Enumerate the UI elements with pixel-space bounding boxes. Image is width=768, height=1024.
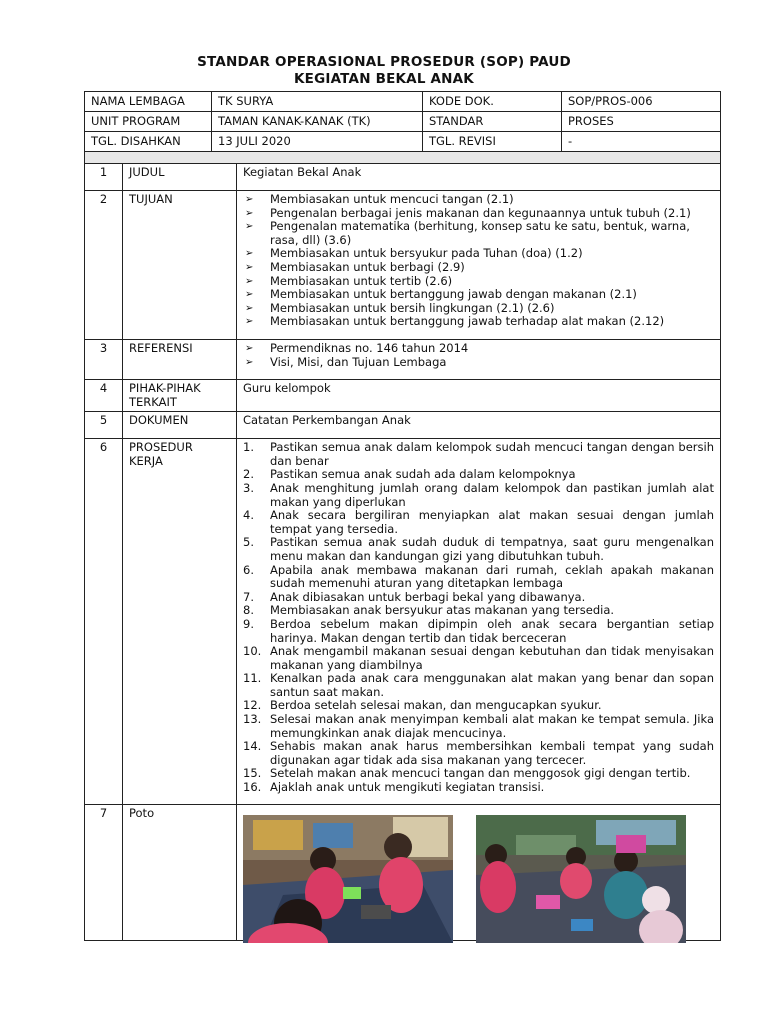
step-number: 12.	[243, 698, 262, 713]
row-dokumen	[85, 412, 721, 439]
step-number: 15.	[243, 766, 262, 781]
header-table	[84, 91, 721, 152]
prosedur-step	[243, 468, 714, 482]
row-label: TUJUAN	[123, 191, 237, 340]
row-referensi	[85, 340, 721, 380]
tujuan-item: ➢ Pengenalan berbagai jenis makanan dan kegunaannya untuk tubuh (2.1)	[243, 207, 714, 221]
step-number: 9.	[243, 616, 254, 631]
referensi-list	[243, 342, 714, 369]
row-number: 2	[85, 191, 123, 340]
prosedur-step	[243, 441, 714, 468]
nama-lembaga-value: TK SURYA	[212, 92, 423, 112]
step-text: Anak dibiasakan untuk berbagi bekal yang dibawanya.	[270, 589, 586, 604]
step-number: 8.	[243, 603, 254, 618]
standar-value: PROSES	[562, 112, 721, 132]
tujuan-item: ➢ Membiasakan untuk tertib (2.6)	[243, 275, 714, 289]
row-label: Poto	[123, 805, 237, 941]
step-text: Membiasakan anak bersyukur atas makanan yang tersedia.	[270, 603, 615, 618]
step-number: 4.	[243, 508, 254, 523]
step-text: Setelah makan anak mencuci tangan dan menggosok gigi dengan tertib.	[270, 766, 691, 781]
step-number: 10.	[243, 644, 262, 659]
row-pihak-terkait	[85, 380, 721, 412]
tujuan-item: ➢ Membiasakan untuk bertanggung jawab dengan makanan (2.1)	[243, 288, 714, 302]
step-text: Pastikan semua anak sudah duduk di tempatnya, saat guru mengenalkan menu makan dan kandungan gizi yang dibutuhkan tubuh.	[270, 535, 714, 563]
row-tujuan	[85, 191, 721, 340]
prosedur-step	[243, 536, 714, 563]
standar-label: STANDAR	[423, 112, 562, 132]
referensi-item: ➢ Permendiknas no. 146 tahun 2014	[243, 342, 714, 356]
spacer-row	[85, 152, 721, 164]
row-number: 3	[85, 340, 123, 380]
tujuan-item: ➢ Membiasakan untuk bersyukur pada Tuhan (doa) (1.2)	[243, 247, 714, 261]
prosedur-step	[243, 604, 714, 618]
header-row-2	[85, 112, 721, 132]
judul-value: Kegiatan Bekal Anak	[237, 164, 721, 191]
step-text: Anak secara bergiliran menyiapkan alat makan sesuai dengan jumlah tempat yang tersedia.	[270, 508, 714, 536]
pihak-value: Guru kelompok	[237, 380, 721, 412]
step-number: 16.	[243, 780, 262, 795]
prosedur-step	[243, 591, 714, 605]
header-row-3	[85, 132, 721, 152]
nama-lembaga-label: NAMA LEMBAGA	[85, 92, 212, 112]
row-label: PROSEDUR KERJA	[123, 439, 237, 805]
row-number: 7	[85, 805, 123, 941]
step-text: Sehabis makan anak harus membersihkan kembali tempat yang sudah digunakan agar tidak ada sisa makanan yang tercecer.	[270, 739, 714, 767]
tujuan-list	[243, 193, 714, 329]
prosedur-step	[243, 781, 714, 795]
row-label: JUDUL	[123, 164, 237, 191]
document-title: STANDAR OPERASIONAL PROSEDUR (SOP) PAUD	[197, 54, 571, 70]
row-label: REFERENSI	[123, 340, 237, 380]
prosedur-step	[243, 767, 714, 781]
step-text: Anak menghitung jumlah orang dalam kelompok dan pastikan jumlah alat makan yang diperlukan	[270, 480, 714, 509]
prosedur-step	[243, 564, 714, 591]
unit-program-value: TAMAN KANAK-KANAK (TK)	[212, 112, 423, 132]
step-text: Kenalkan pada anak cara menggunakan alat makan yang benar dan sopan santun saat makan.	[270, 671, 714, 699]
step-text: Pastikan semua anak dalam kelompok sudah mencuci tangan dengan bersih dan benar	[270, 440, 714, 468]
prosedur-list	[243, 441, 714, 794]
photo-children-eating-1	[243, 815, 453, 943]
prosedur-step	[243, 740, 714, 767]
tujuan-item: ➢ Membiasakan untuk bersih lingkungan (2.1) (2.6)	[243, 302, 714, 316]
tgl-disahkan-label: TGL. DISAHKAN	[85, 132, 212, 152]
step-number: 13.	[243, 712, 262, 727]
tujuan-item: ➢ Membiasakan untuk berbagi (2.9)	[243, 261, 714, 275]
row-number: 1	[85, 164, 123, 191]
step-number: 14.	[243, 739, 262, 754]
step-number: 3.	[243, 480, 254, 495]
step-text: Selesai makan anak menyimpan kembali alat makan ke tempat semula. Jika memungkinkan anak diajak mencucinya.	[270, 712, 714, 740]
tujuan-item: ➢ Membiasakan untuk mencuci tangan (2.1)	[243, 193, 714, 207]
photo-area	[243, 807, 714, 935]
prosedur-step	[243, 618, 714, 645]
step-text: Ajaklah anak untuk mengikuti kegiatan transisi.	[270, 780, 545, 795]
row-number: 6	[85, 439, 123, 805]
dokumen-value: Catatan Perkembangan Anak	[237, 412, 721, 439]
row-poto	[85, 805, 721, 941]
document-subtitle: KEGIATAN BEKAL ANAK	[294, 71, 474, 87]
prosedur-step	[243, 672, 714, 699]
tgl-disahkan-value: 13 JULI 2020	[212, 132, 423, 152]
kode-dok-label: KODE DOK.	[423, 92, 562, 112]
step-number: 2.	[243, 467, 254, 482]
tgl-revisi-value: -	[562, 132, 721, 152]
kode-dok-value: SOP/PROS-006	[562, 92, 721, 112]
row-number: 4	[85, 380, 123, 412]
step-text: Berdoa sebelum makan dipimpin oleh anak secara bergantian setiap harinya. Makan dengan tertib dan tidak berceceran	[270, 616, 714, 645]
step-text: Pastikan semua anak sudah ada dalam kelompoknya	[270, 467, 576, 482]
prosedur-step	[243, 482, 714, 509]
sop-table	[84, 151, 721, 941]
step-number: 6.	[243, 562, 254, 577]
tgl-revisi-label: TGL. REVISI	[423, 132, 562, 152]
step-number: 5.	[243, 535, 254, 550]
row-label: PIHAK-PIHAK TERKAIT	[123, 380, 237, 412]
header-row-1	[85, 92, 721, 112]
step-text: Berdoa setelah selesai makan, dan mengucapkan syukur.	[270, 698, 602, 713]
tujuan-item: ➢ Pengenalan matematika (berhitung, konsep satu ke satu, bentuk, warna, rasa, dll) (3.6)	[243, 220, 714, 247]
prosedur-step	[243, 509, 714, 536]
row-prosedur-kerja	[85, 439, 721, 805]
step-text: Anak mengambil makanan sesuai dengan kebutuhan dan tidak menyisakan makanan yang diambilnya	[270, 644, 714, 672]
prosedur-step	[243, 713, 714, 740]
referensi-item: ➢ Visi, Misi, dan Tujuan Lembaga	[243, 356, 714, 370]
step-number: 7.	[243, 589, 254, 604]
row-number: 5	[85, 412, 123, 439]
photo-children-eating-2	[476, 815, 686, 943]
tujuan-item: ➢ Membiasakan untuk bertanggung jawab terhadap alat makan (2.12)	[243, 315, 714, 329]
step-number: 11.	[243, 671, 262, 686]
prosedur-step	[243, 699, 714, 713]
row-label: DOKUMEN	[123, 412, 237, 439]
row-judul	[85, 164, 721, 191]
step-number: 1.	[243, 440, 254, 455]
unit-program-label: UNIT PROGRAM	[85, 112, 212, 132]
step-text: Apabila anak membawa makanan dari rumah, ceklah apakah makanan sudah memenuhi aturan yang ditetapkan lembaga	[270, 562, 714, 591]
prosedur-step	[243, 645, 714, 672]
